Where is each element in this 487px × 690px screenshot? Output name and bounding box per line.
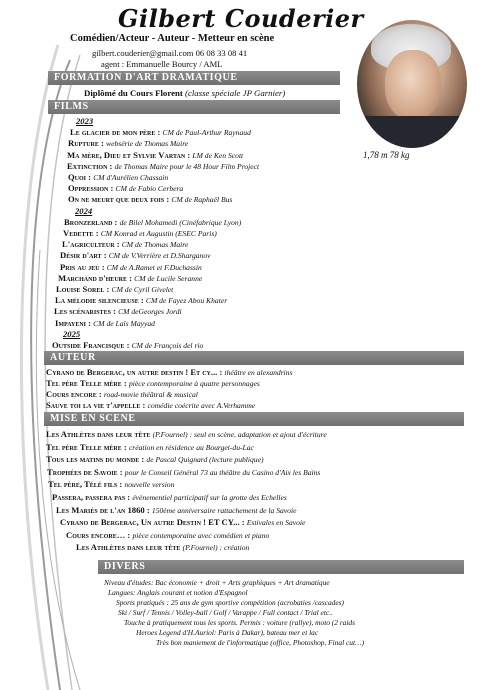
actor-name: Gilbert Couderier	[118, 4, 364, 33]
mise-en-scene-entry-title: Cyrano de Bergerac, Un autre Destin ! ET CY... :	[60, 517, 247, 528]
film-entry	[52, 340, 203, 351]
film-entry-title: Désir d'art :	[60, 250, 109, 261]
film-entry	[67, 150, 243, 161]
section-films: FILMS	[48, 100, 340, 114]
roles-line: Comédien/Acteur - Auteur - Metteur en scène	[70, 33, 275, 44]
mise-en-scene-entry-title: Tous les matins du monde :	[46, 454, 147, 465]
film-entry-title: Pris au jeu :	[60, 261, 107, 272]
mise-en-scene-entry	[47, 467, 320, 478]
film-entry	[68, 172, 168, 183]
mise-en-scene-entry-title: Tel père Telle mère :	[46, 441, 129, 452]
film-entry-detail: CM de Fabio Cerbera	[115, 184, 184, 194]
film-entry	[67, 161, 259, 172]
mise-en-scene-entry	[60, 517, 305, 528]
film-entry-title: Louise Sorel :	[56, 284, 112, 294]
film-entry-title: Les scénaristes :	[54, 306, 119, 317]
auteur-entry-title: Cours encore :	[46, 389, 104, 399]
mise-en-scene-entry	[52, 492, 287, 503]
film-entry-title: Rupture :	[68, 138, 107, 149]
contact-line[interactable]: gilbert.couderier@gmail.com 06 08 33 08 41	[92, 48, 248, 58]
film-entry-title: Ma mère, Dieu et Sylvie Vartan :	[67, 149, 193, 160]
divers-line: Très bon maniement de l'informatique (office, Photoshop, Final cut…)	[156, 638, 365, 647]
mise-en-scene-entry-detail: (P.Fournel) : seul en scène, adaptation et ajout d'écriture	[152, 430, 327, 439]
mise-en-scene-entry-title: Passera, passera pas :	[52, 492, 133, 502]
film-entry	[55, 295, 227, 306]
mise-en-scene-entry-title: Tel père, Télé fils :	[48, 479, 125, 490]
mise-en-scene-entry	[46, 442, 254, 453]
film-entry-title: Impayeni :	[55, 317, 94, 328]
mise-en-scene-entry-title: Les Mariés de l'an 1860 :	[56, 504, 152, 515]
film-entry-detail: CM de Paul-Arthur Raynaud	[162, 128, 251, 138]
film-entry-title: Oppression :	[68, 183, 116, 194]
formation-detail: (classe spéciale JP Garnier)	[185, 88, 286, 98]
divers-line: Langues: Anglais courant et notion d'Espagnol	[108, 588, 248, 597]
auteur-entry	[46, 389, 198, 400]
auteur-entry-detail: road-movie théâtral & musical	[103, 390, 198, 399]
mise-en-scene-entry-title: Les Athlètes dans leur tête	[76, 542, 183, 553]
mise-en-scene-entry	[66, 530, 269, 541]
mise-en-scene-entry-detail: nouvelle version	[124, 480, 175, 490]
film-year: 2025	[63, 328, 81, 339]
film-entry	[64, 217, 241, 228]
auteur-entry-title: Tel père Telle mère :	[46, 378, 129, 388]
mise-en-scene-entry	[48, 479, 174, 490]
mise-en-scene-entry	[46, 429, 327, 440]
film-entry-title: Bronzerland :	[64, 216, 120, 227]
film-entry-title: Extinction :	[67, 160, 115, 171]
mise-en-scene-entry-detail: pièce contemporaine avec comédien et piano	[132, 530, 270, 540]
section-formation: FORMATION D'ART DRAMATIQUE	[48, 71, 340, 85]
film-entry-title: Le glacier de mon père :	[70, 127, 163, 138]
film-entry-detail: websérie de Thomas Maire	[106, 139, 189, 149]
film-entry-detail: CM de A.Ramet et F.Duchassin	[106, 262, 202, 272]
film-entry	[60, 262, 202, 273]
auteur-entry-detail: théâtre en alexandrins	[224, 368, 293, 377]
film-entry-detail: CM de Raphaël Bus	[171, 195, 233, 205]
film-entry-detail: CM de Thomas Maire	[121, 240, 189, 250]
mise-en-scene-entry-detail: création en résidence au Bourget-du-Lac	[128, 442, 254, 452]
auteur-entry	[46, 378, 260, 389]
portrait-photo	[357, 20, 467, 148]
film-entry	[55, 318, 155, 329]
film-year: 2023	[76, 116, 94, 126]
film-entry-title: Vedette :	[63, 228, 101, 238]
mise-en-scene-entry-title: Trophées de Savoie :	[47, 466, 125, 477]
formation-entry	[84, 88, 285, 98]
divers-line: Sports pratiqués : 25 ans de gym sportive compétition (acrobaties /cascades)	[116, 598, 344, 607]
divers-line: Touche à pratiquement tous les sports. Permis : voiture (rallye), moto (2 raids	[124, 618, 356, 627]
film-entry-title: L'agriculteur :	[62, 239, 122, 250]
film-entry-detail: CM deGeorges Jordi	[118, 307, 182, 317]
mise-en-scene-entry-title: Cours encore… :	[66, 529, 133, 540]
formation-title: Diplômé du Cours Florent	[84, 88, 183, 98]
film-entry-detail: CM de V.Verrière et D.Sharganov	[108, 251, 211, 261]
mise-en-scene-entry-detail: 150ème anniversaire rattachement de la Savoie	[151, 505, 297, 515]
divers-line: Ski / Surf / Tennis / Volley-ball / Golf / Varappe / Full contact / Trial etc..	[118, 608, 333, 617]
film-entry-detail: LM de Ken Scott	[192, 150, 244, 160]
mise-en-scene-entry-detail: pour le Conseil Général 73 au théâtre du Casino d'Aix les Bains	[124, 467, 321, 477]
mise-en-scene-entry-title: Les Athlètes dans leur tête	[46, 429, 153, 439]
film-entry-title: Marchand d'heure :	[58, 272, 135, 283]
auteur-entry-detail: pièce contemporaine à quatre personnages	[128, 379, 260, 388]
film-entry	[58, 273, 202, 284]
film-entry	[56, 284, 173, 295]
mise-en-scene-entry	[56, 505, 296, 516]
film-entry	[60, 250, 211, 261]
film-entry-detail: CM de Fayez Abou Khater	[145, 296, 228, 306]
film-entry	[62, 239, 188, 250]
mise-en-scene-entry	[46, 454, 264, 465]
divers-line: Heroes Legend d'H.Auriol: Paris à Dakar), bateau mer et lac	[136, 628, 319, 637]
film-entry	[70, 127, 251, 138]
film-entry-detail: CM d'Aurélien Chassain	[93, 173, 169, 182]
film-entry-detail: de Thomas Maire pour le 48 Hour Film Project	[114, 161, 260, 171]
film-entry-detail: CM de Cyril Givelet	[111, 285, 174, 294]
film-entry-detail: CM de François del rio	[131, 341, 204, 350]
measurements: 1,78 m 78 kg	[363, 150, 410, 160]
film-entry-detail: CM de Lucile Seranne	[134, 273, 203, 283]
mise-en-scene-entry-detail: Estivales en Savoie	[246, 518, 306, 528]
film-entry	[68, 183, 183, 194]
film-entry-title: Outside Francisque :	[52, 340, 132, 350]
agent-line: agent : Emmanuelle Bourcy / AML	[101, 59, 223, 69]
section-auteur: AUTEUR	[44, 351, 464, 365]
film-entry-detail: CM Konrad et Augustin (ESEC Paris)	[100, 229, 217, 238]
film-year: 2024	[75, 205, 93, 216]
section-divers: DIVERS	[98, 560, 464, 574]
mise-en-scene-entry-detail: de Pascal Quignard (lecture publique)	[146, 455, 264, 465]
film-entry-title: On ne meurt que deux fois :	[68, 194, 172, 205]
film-entry-detail: de Bilel Mohamedi (Cinéfabrique Lyon)	[119, 217, 242, 227]
auteur-entry-title: Sauve toi la vie t'appelle :	[46, 400, 148, 410]
film-entry	[68, 138, 188, 149]
film-entry	[54, 306, 182, 317]
mise-en-scene-entry	[76, 542, 249, 553]
divers-line: Niveau d'études: Bac économie + droit + Arts graphiques + Art dramatique	[104, 578, 330, 587]
auteur-entry-title: Cyrano de Bergerac, un autre destin ! Et cy... :	[46, 367, 225, 377]
film-entry	[63, 228, 217, 239]
film-entry-detail: CM de Laïs Mayyad	[93, 318, 155, 328]
mise-en-scene-entry-detail: évènementiel participatif sur la grotte des Echelles	[132, 493, 287, 502]
auteur-entry	[46, 400, 255, 411]
film-entry-title: Quoi :	[68, 172, 94, 182]
section-mise-en-scene: MISE EN SCENE	[44, 412, 464, 426]
film-entry-title: La mélodie silencieuse :	[55, 295, 146, 306]
film-entry	[68, 194, 232, 205]
mise-en-scene-entry-detail: (P.Fournel) : création	[182, 543, 250, 553]
auteur-entry-detail: comédie coécrite avec A.Verhamme	[147, 401, 256, 410]
auteur-entry	[46, 367, 293, 378]
